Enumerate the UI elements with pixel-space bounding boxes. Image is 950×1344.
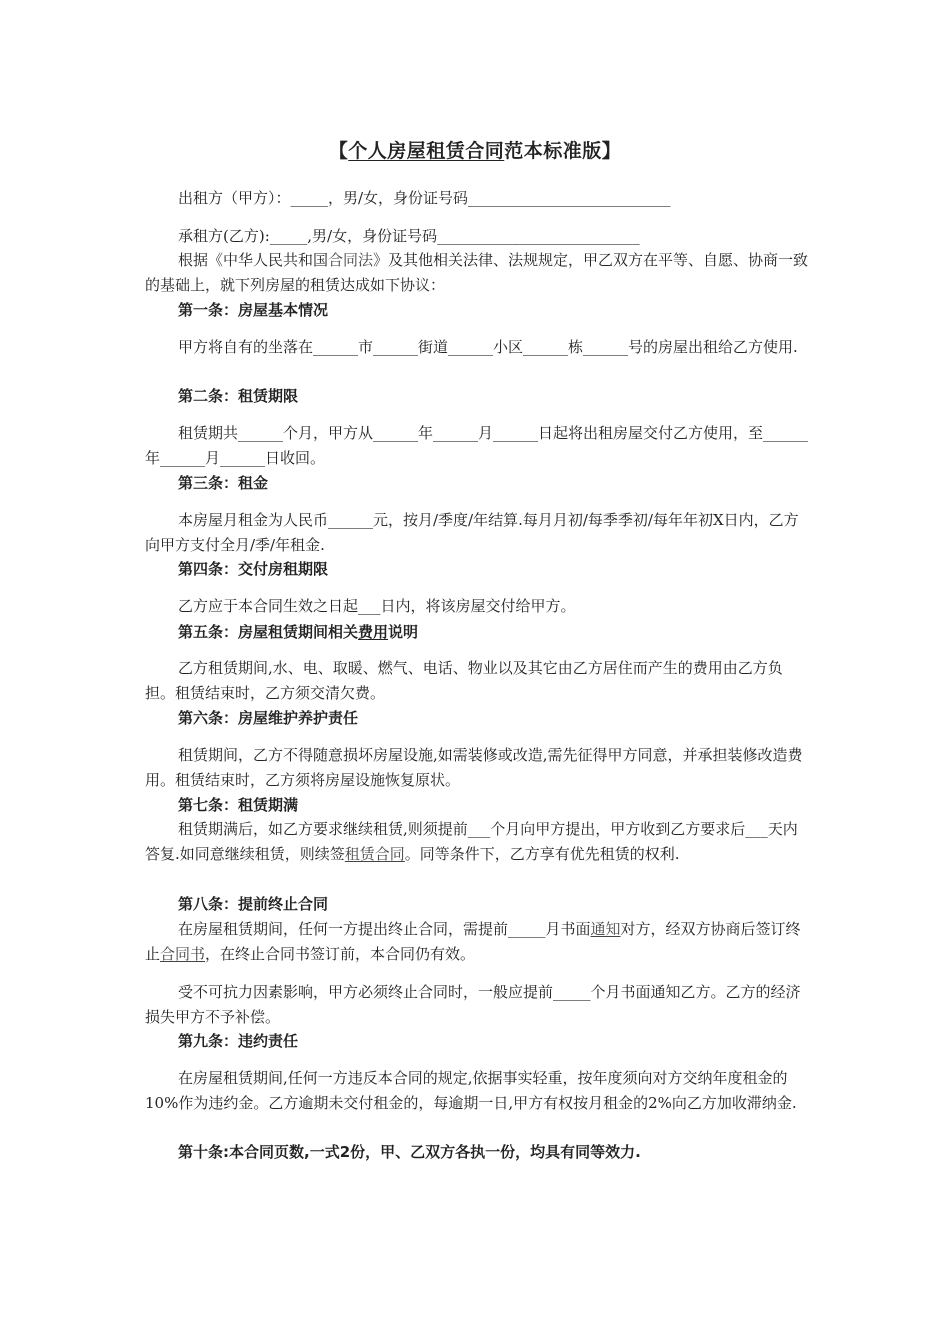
section-9-body: 在房屋租赁期间,任何一方违反本合同的规定,依据事实轻重，按年度须向对方交纳年度租金的10%作为违约金。乙方逾期未交付租金的，每逾期一日,甲方有权按月租金的2%向乙方加收滞纳金. xyxy=(145,1069,797,1112)
title-rest: 范本标准版】 xyxy=(504,140,622,162)
section-1-body: 甲方将自有的坐落在______市______街道______小区______栋______号的房屋出租给乙方使用. xyxy=(178,338,798,356)
contract-law-link[interactable]: 合同法 xyxy=(328,251,374,269)
contract-document-link[interactable]: 合同书 xyxy=(160,945,206,963)
section-6-body: 租赁期间，乙方不得随意损坏房屋设施,如需装修或改造,需先征得甲方同意，并承担装修改造费用。租赁结束时，乙方须将房屋设施恢复原状。 xyxy=(145,746,803,789)
section-4-heading: 第四条：交付房租期限 xyxy=(178,560,329,578)
section-5-heading-b: 说明 xyxy=(388,623,419,641)
section-10-heading: 第十条:本合同页数,一式2份，甲、乙双方各执一份，均具有同等效力. xyxy=(178,1143,641,1161)
document-title xyxy=(0,136,950,163)
intro-paragraph xyxy=(145,248,810,298)
section-8-text-c: ，在终止合同书签订前，本合同仍有效。 xyxy=(205,945,476,963)
intro-text-a: 根据《中华人民共和国 xyxy=(178,251,329,269)
section-2-body: 租赁期共______个月，甲方从______年______月______日起将出租房屋交付乙方使用，至______年______月______日收回。 xyxy=(145,424,809,467)
lease-contract-link[interactable]: 租赁合同 xyxy=(344,845,405,863)
title-link[interactable]: 个人房屋租赁合同 xyxy=(348,140,505,162)
section-8-body-2: 受不可抗力因素影响，甲方必须终止合同时，一般应提前_____个月书面通知乙方。乙方的经济损失甲方不予补偿。 xyxy=(145,983,801,1026)
fees-link[interactable]: 费用 xyxy=(358,623,389,641)
section-2-heading: 第二条：租赁期限 xyxy=(178,387,299,405)
section-8-heading: 第八条：提前终止合同 xyxy=(178,895,329,913)
lessee-line: 承租方(乙方):_____,男/女，身份证号码___________________________ xyxy=(178,227,640,245)
lessor-line: 出租方（甲方）：_____，男/女，身份证号码___________________________ xyxy=(178,189,671,207)
section-3-body: 本房屋月租金为人民币______元，按月/季度/年结算.每月月初/每季季初/每年年初X日内，乙方向甲方支付全月/季/年租金. xyxy=(145,511,799,554)
section-4-body: 乙方应于本合同生效之日起___日内，将该房屋交付给甲方。 xyxy=(178,597,576,615)
notice-link[interactable]: 通知 xyxy=(590,920,621,938)
intro-text-b: 》及其他相关法律、法规规定，甲乙双方在平等、自愿、协商一致的基础上，就下列房屋的租赁达成如下协议： xyxy=(145,251,809,294)
section-7-heading: 第七条：租赁期满 xyxy=(178,796,299,814)
section-8-text-a: 在房屋租赁期间，任何一方提出终止合同，需提前_____月书面 xyxy=(178,920,591,938)
section-1-heading: 第一条：房屋基本情况 xyxy=(178,301,329,319)
section-7-text-a: 租赁期满后，如乙方要求继续租赁,则须提前___个月向甲方提出，甲方收到乙方要求后___天内答复.如同意继续租赁，则续签 xyxy=(145,820,798,863)
section-7-body xyxy=(145,817,810,867)
title-bracket-left: 【 xyxy=(328,140,349,162)
section-5-body: 乙方租赁期间,水、电、取暖、燃气、电话、物业以及其它由乙方居住而产生的费用由乙方负担。租赁结束时，乙方须交清欠费。 xyxy=(145,659,783,702)
section-5-heading xyxy=(178,620,418,645)
section-3-heading: 第三条：租金 xyxy=(178,474,269,492)
section-6-heading: 第六条：房屋维护养护责任 xyxy=(178,709,359,727)
section-8-body xyxy=(145,917,810,967)
section-5-heading-a: 第五条：房屋租赁期间相关 xyxy=(178,623,359,641)
section-8-text-b: 对方，经双方协商后签订终止 xyxy=(145,920,801,963)
section-7-text-b: 。同等条件下，乙方享有优先租赁的权利. xyxy=(404,845,680,863)
section-9-heading: 第九条：违约责任 xyxy=(178,1032,299,1050)
